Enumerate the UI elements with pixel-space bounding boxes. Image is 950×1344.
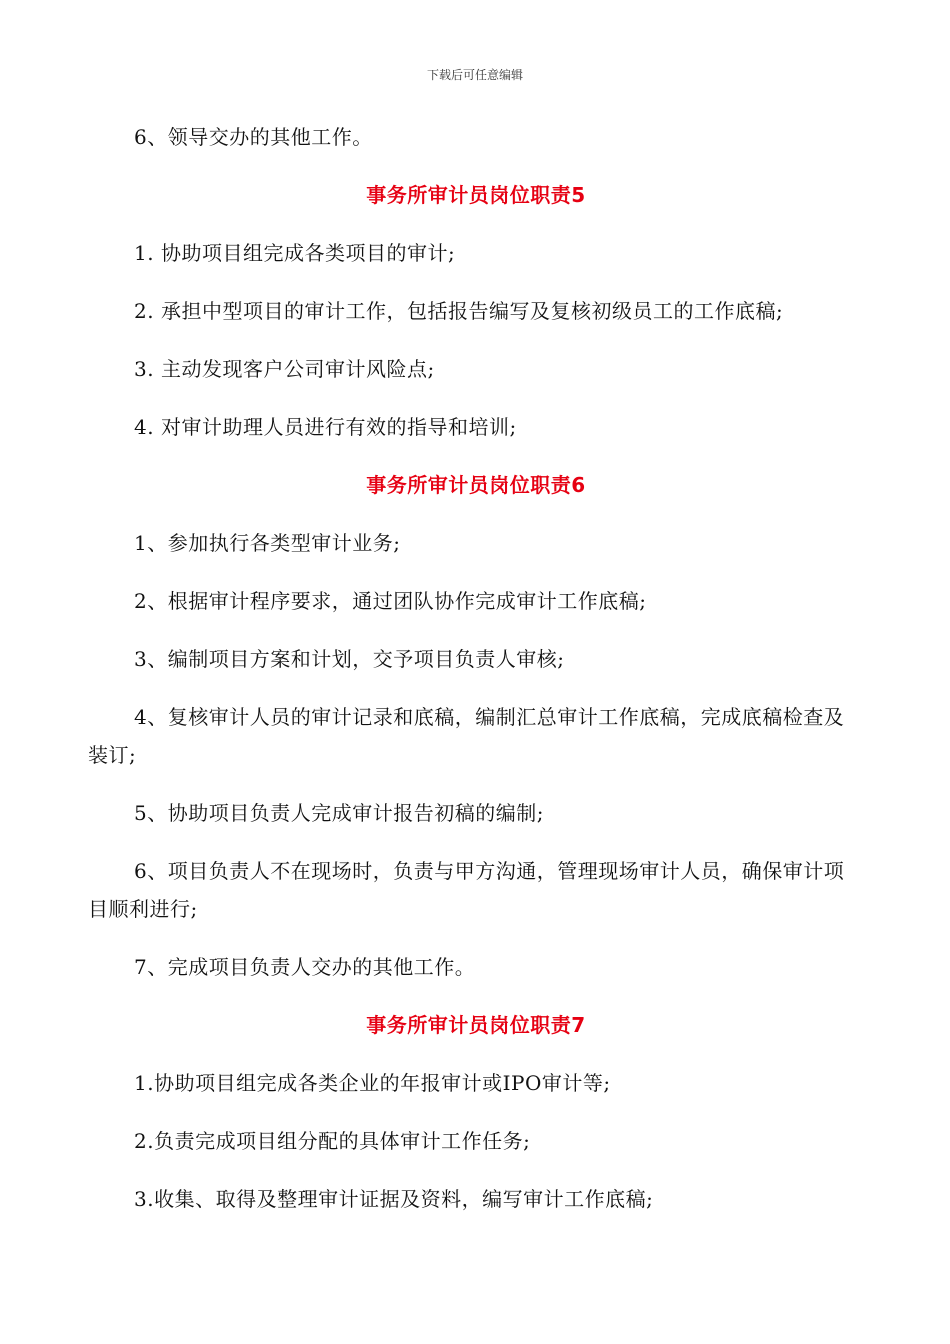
paragraph: 1. 协助项目组完成各类项目的审计; (134, 241, 456, 265)
paragraph: 3、编制项目方案和计划，交予项目负责人审核; (134, 647, 565, 671)
paragraph: 3. 主动发现客户公司审计风险点; (134, 357, 435, 381)
section-heading: 事务所审计员岗位职责7 (366, 1013, 586, 1037)
header-note: 下载后可任意编辑 (426, 68, 523, 82)
paragraph: 6、项目负责人不在现场时，负责与甲方沟通，管理现场审计人员，确保审计项目顺利进行; (88, 859, 845, 921)
paragraph: 2.负责完成项目组分配的具体审计工作任务; (134, 1129, 531, 1153)
paragraph: 2、根据审计程序要求，通过团队协作完成审计工作底稿; (134, 589, 647, 613)
section-heading: 事务所审计员岗位职责6 (366, 473, 586, 497)
section-heading: 事务所审计员岗位职责5 (366, 183, 586, 207)
paragraph: 3.收集、取得及整理审计证据及资料，编写审计工作底稿; (134, 1187, 654, 1211)
paragraph: 4. 对审计助理人员进行有效的指导和培训; (134, 415, 517, 439)
paragraph: 6、领导交办的其他工作。 (134, 125, 373, 149)
paragraph: 4、复核审计人员的审计记录和底稿，编制汇总审计工作底稿，完成底稿检查及装订; (88, 705, 845, 767)
paragraph: 7、完成项目负责人交办的其他工作。 (134, 955, 476, 979)
paragraph: 5、协助项目负责人完成审计报告初稿的编制; (134, 801, 544, 825)
paragraph: 1.协助项目组完成各类企业的年报审计或IPO审计等; (134, 1071, 611, 1095)
paragraph: 2. 承担中型项目的审计工作，包括报告编写及复核初级员工的工作底稿; (134, 299, 784, 323)
document-body (88, 118, 864, 1238)
paragraph: 1、参加执行各类型审计业务; (134, 531, 401, 555)
